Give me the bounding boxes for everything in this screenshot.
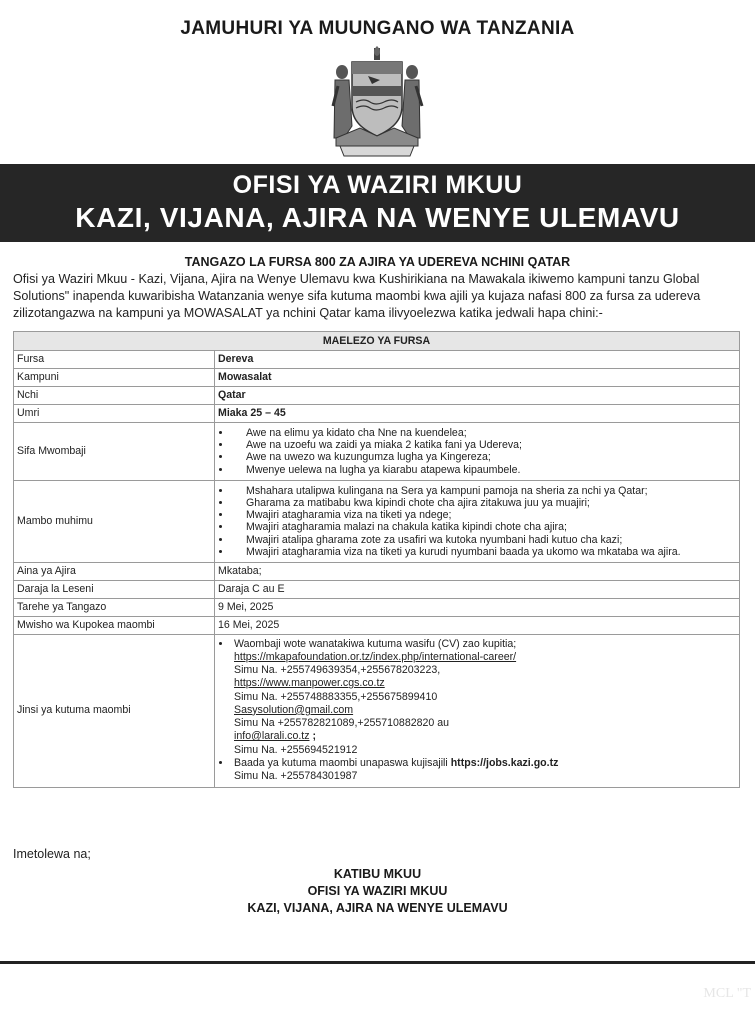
table-row xyxy=(14,480,740,562)
important-points-list xyxy=(218,485,736,558)
table-row xyxy=(14,369,740,387)
separator: ; xyxy=(309,730,317,743)
row-value xyxy=(215,423,740,481)
row-label: Jinsi ya kutuma maombi xyxy=(14,635,215,788)
list-item: • Awe na uzoefu wa zaidi ya miaka 2 katika fani ya Udereva; xyxy=(232,439,736,451)
row-value: Dereva xyxy=(215,351,740,369)
row-value: Miaka 25 – 45 xyxy=(215,405,740,423)
application-intro: Waombaji wote wanatakiwa kutuma wasifu (CV) zao kupitia; xyxy=(234,638,517,651)
office-banner xyxy=(0,164,755,242)
list-item: • Mwenye uelewa na lugha ya kiarabu atapewa kipaumbele. xyxy=(232,464,736,476)
table-row xyxy=(14,423,740,481)
coat-of-arms-icon xyxy=(330,46,424,158)
list-item: • Gharama za matibabu kwa kipindi chote cha ajira zitakuwa juu ya muajiri; xyxy=(232,497,736,509)
list-item xyxy=(232,638,736,757)
table-row xyxy=(14,405,740,423)
manpower-link[interactable]: https://www.manpower.cgs.co.tz xyxy=(234,677,385,690)
row-value xyxy=(215,480,740,562)
list-item: • Mwajiri atagharamia malazi na chakula katika kipindi chote cha ajira; xyxy=(232,521,736,533)
row-label: Umri xyxy=(14,405,215,423)
row-value: 9 Mei, 2025 xyxy=(215,599,740,617)
larali-email-line xyxy=(234,730,736,743)
table-header: MAELEZO YA FURSA xyxy=(14,332,740,351)
phone-number: Simu Na. +255784301987 xyxy=(234,769,358,782)
list-item xyxy=(232,757,736,783)
table-row xyxy=(14,351,740,369)
register-text: Baada ya kutuma maombi unapaswa kujisajili xyxy=(234,757,451,769)
signoff-office: OFISI YA WAZIRI MKUU xyxy=(307,884,448,898)
intro-paragraph: Ofisi ya Waziri Mkuu - Kazi, Vijana, Ajira na Wenye Ulemavu kwa Kushirikiana na Mawakala ikiwemo kampuni tanzu Global Solutions" inapenda kuwaribisha Watanzania wenye sifa kutuma maombi kwa ajili ya kujaza nafasi 800 za fursa za udereva zilizotangazwa na kampuni ya MOWASALAT ya nchini Qatar kama ilivyoelezwa katika jedwali hapa chini:- xyxy=(13,272,701,320)
application-list xyxy=(218,638,736,783)
republic-title: JAMUHURI YA MUUNGANO WA TANZANIA xyxy=(180,18,575,39)
list-item: • Mwajiri atagharamia viza na tiketi ya ndege; xyxy=(232,509,736,521)
advert-heading: TANGAZO LA FURSA 800 ZA AJIRA YA UDEREVA NCHINI QATAR xyxy=(184,255,571,269)
row-label: Tarehe ya Tangazo xyxy=(14,599,215,617)
corner-watermark: MCL "T xyxy=(703,986,751,1001)
row-label: Nchi xyxy=(14,387,215,405)
row-value: Daraja C au E xyxy=(215,581,740,599)
signoff-department: KAZI, VIJANA, AJIRA NA WENYE ULEMAVU xyxy=(247,901,508,915)
opportunity-table xyxy=(13,331,740,788)
row-value: 16 Mei, 2025 xyxy=(215,617,740,635)
table-row xyxy=(14,635,740,788)
row-label: Aina ya Ajira xyxy=(14,563,215,581)
table-row xyxy=(14,387,740,405)
row-label: Mwisho wa Kupokea maombi xyxy=(14,617,215,635)
larali-email-link[interactable]: info@larali.co.tz xyxy=(234,730,310,743)
row-value: Qatar xyxy=(215,387,740,405)
row-label: Fursa xyxy=(14,351,215,369)
table-row xyxy=(14,617,740,635)
row-value xyxy=(215,635,740,788)
table-row xyxy=(14,599,740,617)
list-item: • Awe na elimu ya kidato cha Nne na kuendelea; xyxy=(232,427,736,439)
row-label: Sifa Mwombaji xyxy=(14,423,215,481)
requirements-list xyxy=(218,427,736,476)
row-value: Mowasalat xyxy=(215,369,740,387)
row-label: Mambo muhimu xyxy=(14,480,215,562)
sasysolution-email-link[interactable]: Sasysolution@gmail.com xyxy=(234,703,354,716)
phone-number: Simu Na. +255748883355,+255675899410 xyxy=(234,690,438,703)
signoff-title: KATIBU MKUU xyxy=(333,867,422,881)
table-row xyxy=(14,563,740,581)
list-item: • Mshahara utalipwa kulingana na Sera ya kampuni pamoja na sheria za nchi ya Qatar; xyxy=(232,485,736,497)
row-value: Mkataba; xyxy=(215,563,740,581)
office-title: OFISI YA WAZIRI MKUU xyxy=(232,171,523,199)
bottom-divider xyxy=(0,961,755,964)
list-item: • Mwajiri atalipa gharama zote za usafiri wa kutoka nyumbani hadi kutuo cha kazi; xyxy=(232,534,736,546)
row-label: Daraja la Leseni xyxy=(14,581,215,599)
phone-number: Simu Na. +255749639354,+255678203223, xyxy=(234,663,441,676)
row-label: Kampuni xyxy=(14,369,215,387)
phone-number: Simu Na +255782821089,+255710882820 au xyxy=(234,717,450,730)
phone-number: Simu Na. +255694521912 xyxy=(234,743,358,756)
office-department: KAZI, VIJANA, AJIRA NA WENYE ULEMAVU xyxy=(75,202,680,233)
signoff-block xyxy=(0,866,755,917)
list-item: • Mwajiri atagharamia viza na tiketi ya kurudi nyumbani baada ya ukomo wa mkataba wa ajira. xyxy=(232,546,736,558)
jobs-portal-link[interactable]: https://jobs.kazi.go.tz xyxy=(450,757,559,769)
table-row xyxy=(14,581,740,599)
list-item: • Awe na uwezo wa kuzungumza lugha ya Kingereza; xyxy=(232,451,736,463)
mkapa-foundation-link[interactable]: https://mkapafoundation.or.tz/index.php/international-career/ xyxy=(234,650,517,663)
issued-by: Imetolewa na; xyxy=(13,847,91,861)
